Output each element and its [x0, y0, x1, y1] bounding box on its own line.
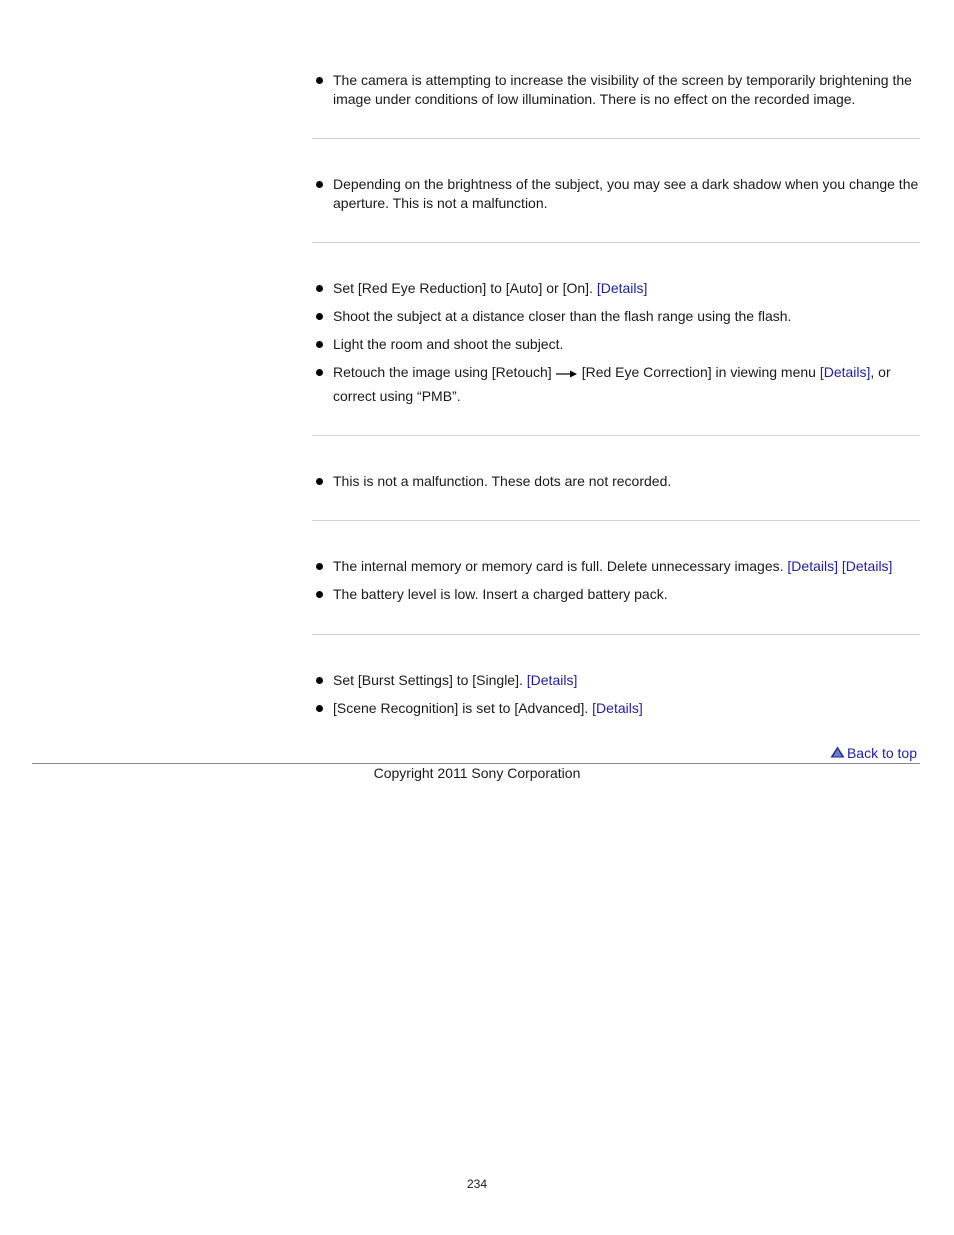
section-divider — [312, 435, 920, 436]
section-divider — [312, 138, 920, 139]
item-text: Light the room and shoot the subject. — [333, 336, 564, 352]
item-text: [Scene Recognition] is set to [Advanced]. — [333, 700, 593, 716]
details-link[interactable]: [Details] — [596, 280, 648, 296]
section-divider — [312, 520, 920, 521]
list-item — [312, 361, 920, 408]
footer-divider — [32, 763, 920, 764]
bullet-icon — [316, 591, 323, 598]
list-item — [312, 671, 920, 690]
item-text: , or correct using “PMB”. — [333, 364, 891, 404]
list-item — [312, 335, 920, 354]
triangle-up-icon — [830, 745, 845, 762]
section-5 — [312, 557, 920, 604]
list-item — [312, 557, 920, 576]
bullet-icon — [316, 677, 323, 684]
item-text: The internal memory or memory card is full. Delete unnecessary images. — [333, 558, 788, 574]
section-divider — [312, 242, 920, 243]
bullet-icon — [316, 313, 323, 320]
list-item — [312, 71, 920, 109]
bullet-icon — [316, 478, 323, 485]
item-text: This is not a malfunction. These dots are not recorded. — [333, 473, 672, 489]
bullet-icon — [316, 563, 323, 570]
section-4 — [312, 472, 920, 491]
bullet-icon — [316, 369, 323, 376]
bullet-icon — [316, 181, 323, 188]
item-text: Set [Burst Settings] to [Single]. — [333, 672, 527, 688]
section-2 — [312, 175, 920, 213]
details-link[interactable]: [Details] — [592, 700, 643, 716]
bullet-icon — [316, 77, 323, 84]
bullet-icon — [316, 285, 323, 292]
page-number: 234 — [466, 1177, 488, 1191]
list-item — [312, 585, 920, 604]
section-divider — [312, 634, 920, 635]
item-text: Shoot the subject at a distance closer than the flash range using the flash. — [333, 308, 792, 324]
list-item — [312, 175, 920, 213]
list-item — [312, 472, 920, 491]
back-to-top-label: Back to top — [846, 745, 917, 761]
details-link[interactable]: [Details] — [787, 558, 838, 574]
details-link-2[interactable]: [Details] — [841, 558, 893, 574]
section-3 — [312, 279, 920, 408]
item-text: [Red Eye Correction] in viewing menu — [581, 364, 820, 380]
item-text: Retouch the image using [Retouch] — [333, 364, 552, 380]
section-6 — [312, 671, 920, 718]
list-item — [312, 699, 920, 718]
details-link[interactable]: [Details] — [526, 672, 578, 688]
bullet-icon — [316, 705, 323, 712]
item-text: Set [Red Eye Reduction] to [Auto] or [On]. — [333, 280, 597, 296]
item-text: The battery level is low. Insert a charged battery pack. — [333, 586, 668, 602]
item-text: Depending on the brightness of the subject, you may see a dark shadow when you change the aperture. This is not a malfunction. — [333, 176, 919, 211]
details-link[interactable]: [Details] — [819, 364, 871, 380]
list-item — [312, 307, 920, 326]
section-1 — [312, 71, 920, 109]
list-item — [312, 279, 920, 298]
arrow-right-icon — [556, 362, 578, 385]
item-text: The camera is attempting to increase the visibility of the screen by temporarily brightening the image under conditions of low illumination. There is no effect on the recorded image. — [333, 72, 912, 107]
bullet-icon — [316, 341, 323, 348]
back-to-top-link[interactable] — [830, 745, 917, 762]
copyright-text: Copyright 2011 Sony Corporation — [373, 765, 581, 781]
